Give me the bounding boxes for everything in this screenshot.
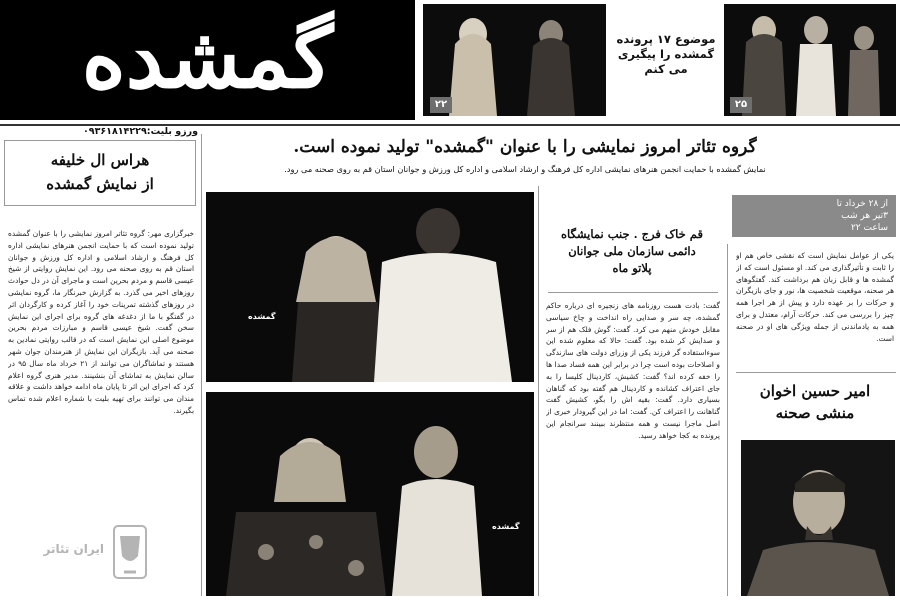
top-teaser [612,32,720,77]
middle-heading-line-3: پلاتو ماه [612,261,652,275]
right-column-text: یکی از عوامل نمایش است که نقشی خاص هم او را ثابت و تأثیرگذاری می کند. او مسئول است که از گمشده ها و قابل زبان هم برداشت کند. گفتگوهای هر صحنه، موقعیت شخصیت ها، نور و جای بازیگران و حرکات را بر عهده دارد و پیش از هر اجرا همه چیز را بررسی می کند. حرکات آرام، معتدل و برای همه به یادماندنی از جمله ویژگی های او در صحنه است. [736,251,894,343]
watermark-text: ایران تئاتر [43,542,104,556]
left-heading-line-1: هراس ال خلیفه [50,151,150,169]
left-column-heading [8,148,192,196]
top-photo-right-page-number: ۲۵ [730,97,752,113]
watermark [8,518,158,588]
headline: گروه تئاتر امروز نمایشی را با عنوان "گمشده" تولید نموده است. [293,137,757,157]
right-rule [736,372,896,373]
portrait-photo [741,440,895,596]
masthead [0,0,415,120]
teaser-line-1: موضوع ۱۷ پرونده [616,32,716,46]
top-photo-left-page-number: ۲۲ [430,97,452,113]
masthead-title: گمشده [81,8,334,107]
divider-left [201,134,202,596]
schedule-line-3: ساعت ۲۲ [850,223,888,233]
photo-2-caption: گمشده [492,522,520,531]
schedule-box [732,195,896,237]
right-column-heading [735,380,895,424]
photo-1 [206,192,534,382]
teaser-line-2: گمشده را پیگیری [617,47,715,61]
middle-column-text: گفت: بادت هست روزنامه های زنجیره ای درباره حاکم گمشده، چه سر و صدایی راه انداخت و چاخ سیاسی مقابل خودش منهم می کرد. گفت: گوش فلک هم از سر و صدایش کر شده بود. گفت: حالا که معلوم شده این سوءاستفاده گر فرزند یکی از وزرای دولت های سازندگی و اصلاحات بوده است چرا در برابر این همه فساد صدا ها را خفه کرده اند؟ گفت: کشیش، کاردینال کلیسا را به جای اعتراف کشانده و کاردینال هم گفته بود که گناهان بسیاری دارد. گفت: بقیه اش را بگو، کشیش گفت گناهانت را اعتراف کن. گفت: اما در این گیرودار خبری از اصل ماجرا نیست و همه منتظرند ببینند سرانجام این پرونده به کجا خواهد رسید. [546,301,720,440]
divider-middle [538,186,539,596]
middle-heading-line-2: دائمی سازمان ملی جوانان [568,244,696,258]
theater-mask-icon [110,522,150,582]
teaser-line-3: می کنم [644,62,688,76]
schedule-line-1: از ۲۸ خرداد تا [836,199,888,209]
right-heading-line-1: امیر حسین اخوان [759,382,871,400]
photo-1-caption: گمشده [248,312,276,321]
photo-2 [206,392,534,596]
publisher-line: ورزو بلیت:۰۹۳۶۱۸۱۴۲۲۹ [82,126,198,137]
schedule-line-2: ۳تیر هر شب [841,211,888,221]
left-heading-line-2: از نمایش گمشده [46,175,154,193]
middle-column-heading [544,226,720,277]
right-heading-line-2: منشی صحنه [775,404,855,422]
subline: نمایش گمشده با حمایت انجمن هنرهای نمایشی اداره کل فرهنگ و ارشاد اسلامی و اداره کل ورزش و جوانان استان قم به روی صحنه می رود. [284,164,766,174]
left-column-text: خبرگزاری مهر: گروه تئاتر امروز نمایشی را با عنوان گمشده تولید نموده است که با حمایت انجمن هنرهای نمایشی اداره کل فرهنگ و ارشاد اسلامی و اداره کل ورزش و جوانان استان قم به روی صحنه می رود. این نمایش روایتی از شیخ عیسی قاسم و مردم بحرین است و ماجرای آن در دل حوادث روزهای اخیر می گذرد. به گزارش خبرنگار ما، گروه نمایشی در روزهای گذشته تمرینات خود را آغاز کرده و کارگردان اثر در گفتگو با ما از دغدغه های گروه برای اجرای این نمایش سخن گفت. شیخ عیسی قاسم و مبارزات مردم بحرین موضوع اصلی این نمایش است که در قالب روایتی نمادین به صحنه می آید. بازیگران این نمایش از هنرمندان جوان شهر هستند و تماشاگران می توانند از ۲۱ خرداد ماه سال ۹۵ در سالن نمایش به تماشای آن بنشینند. مدیر هنری گروه اعلام کرد که اجرای این اثر تا پایان ماه ادامه خواهد داشت و علاقه مندان می توانند برای تهیه بلیت با شماره اعلام شده تماس بگیرند. [8,229,194,415]
middle-heading-rule [548,292,718,293]
middle-heading-line-1: قم خاک فرج . جنب نمایشگاه [561,227,703,241]
divider-right [727,244,728,596]
